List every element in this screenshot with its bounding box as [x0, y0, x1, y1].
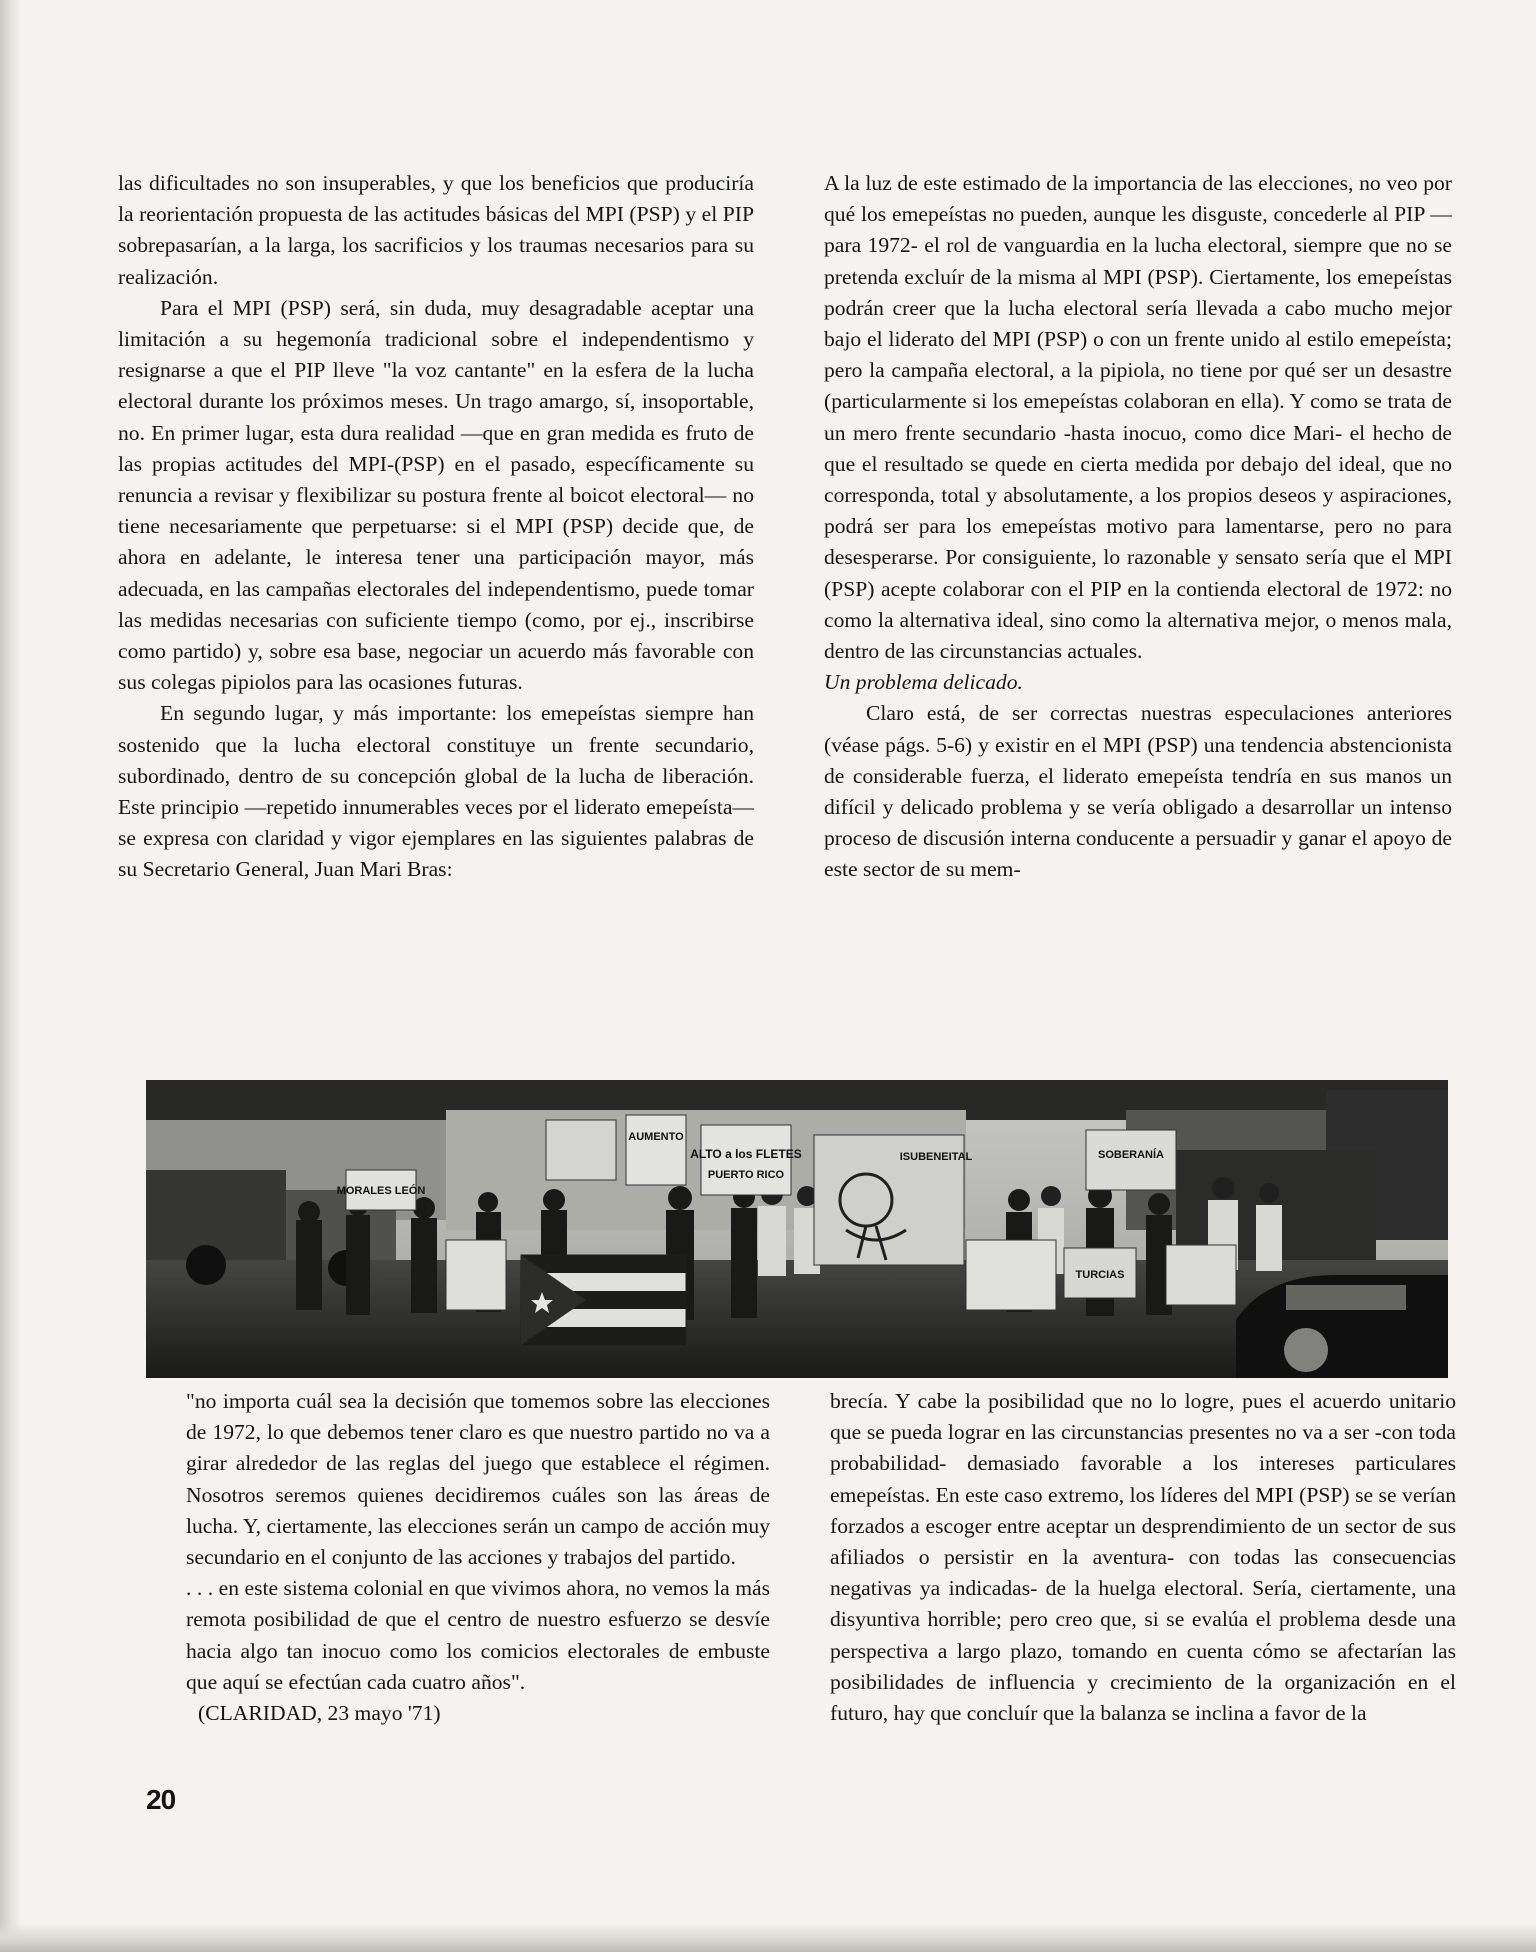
sign-text: PUERTO RICO [707, 1169, 785, 1181]
paragraph: A la luz de este estimado de la importancia de las elecciones, no veo por qué los emepeístas no pueden, aunque les disguste, concederle al PIP — para 1972- el rol de vanguardia en la lucha electoral, siempre que no se pretenda excluír de la misma al MPI (PSP). Ciertamente, los emepeístas podrán creer que la lucha electoral sería llevada a cabo mucho mejor bajo el liderato del MPI (PSP) o con un frente unido al estilo emepeísta; pero la campaña electoral, a la pipiola, no tiene por qué ser un desastre (particularmente si los emepeístas colaboran en ella). Y como se trata de un mero frente secundario -hasta inocuo, como dice Mari- el hecho de que el resultado se quede en cierta medida por debajo del ideal, que no corresponda, total y absolutamente, a los propios deseos y aspiraciones, podrá ser para los emepeístas motivo para lamentarse, pero no para desesperarse. Por consiguiente, lo razonable y sensato sería que el MPI (PSP) acepte colaborar con el PIP en la contienda electoral de 1972: no como la alternativa ideal, sino como la alternativa mejor, o menos mala, dentro de las circunstancias actuales. [824, 171, 1452, 664]
sign-text: SOBERANÍA [1097, 1149, 1165, 1161]
paragraph: En segundo lugar, y más importante: los emepeístas siempre han sostenido que la lucha electoral constituye un frente secundario, subordinado, dentro de su concepción global de la lucha de liberación. Este principio —repetido innumerables veces por el liderato emepeísta— se expresa con claridad y vigor ejemplares en las siguientes palabras de su Secretario General, Juan Mari Bras: [118, 701, 754, 882]
citation: (CLARIDAD, 23 mayo '71) [198, 1701, 441, 1726]
scan-edge-left [0, 0, 22, 1952]
column-top-right [824, 168, 1452, 886]
paragraph: Claro está, de ser correctas nuestras especulaciones anteriores (véase págs. 5-6) y existir en el MPI (PSP) una tendencia abstencionista de considerable fuerza, el liderato emepeísta tendría en sus manos un difícil y delicado problema y se vería obligado a desarrollar un intenso proceso de discusión interna conducente a persuadir y ganar el apoyo de este sector de su mem- [824, 701, 1452, 882]
page-number: 20 [146, 1784, 176, 1815]
quote-paragraph: . . . en este sistema colonial en que vivimos ahora, no vemos la más remota posibilidad de que el centro de nuestro esfuerzo se desvíe hacia algo tan inocuo como los comicios electorales de embuste que aquí se efectúan cada cuatro años". [186, 1576, 770, 1694]
sign-text: MORALES LEÓN [336, 1185, 426, 1197]
sign-text: ALTO a los FLETES [690, 1147, 802, 1161]
sign-text: TURCIAS [1075, 1269, 1125, 1281]
column-bottom-right [830, 1386, 1456, 1729]
paragraph: brecía. Y cabe la posibilidad que no lo logre, pues el acuerdo unitario que se pueda lograr en las circunstancias presentes no va a ser -con toda probabilidad- demasiado favorable a los intereses particulares emepeístas. En este caso extremo, los líderes del MPI (PSP) se se verían forzados a escoger entre aceptar un desprendimiento de un sector de sus afiliados o persistir en la aventura- con todas las consecuencias negativas ya indicadas- de la huelga electoral. Sería, ciertamente, una disyuntiva horrible; pero creo que, si se evalúa el problema desde una perspectiva a largo plazo, tomando en cuenta cómo se afectarían las posibilidades de influencia y crecimiento de la organización en el futuro, hay que concluír que la balanza se inclina a favor de la [830, 1389, 1456, 1726]
subheading: Un problema delicado. [824, 670, 1023, 695]
paragraph: las dificultades no son insuperables, y que los beneficios que produciría la reorientación propuesta de las actitudes básicas del MPI (PSP) y el PIP sobrepasarían, a la larga, los sacrificios y los traumas necesarios para su realización. [118, 171, 754, 289]
scan-edge-bottom [0, 1922, 1536, 1952]
column-bottom-left [186, 1386, 770, 1729]
quote-paragraph: "no importa cuál sea la decisión que tomemos sobre las elecciones de 1972, lo que debemos tener claro es que nuestro partido no va a girar alrededor de las reglas del juego que establece el régimen. Nosotros seremos quienes decidiremos cuáles son las áreas de lucha. Y, ciertamente, las elecciones serán un campo de acción muy secundario en el conjunto de las acciones y trabajos del partido. [186, 1389, 770, 1570]
protest-photo [146, 1080, 1448, 1378]
sign-text: ISUBENEITAL [899, 1151, 973, 1163]
column-top-left [118, 168, 754, 886]
paragraph: Para el MPI (PSP) será, sin duda, muy desagradable aceptar una limitación a su hegemonía tradicional sobre el independentismo y resignarse a que el PIP lleve "la voz cantante" en la esfera de la lucha electoral durante los próximos meses. Un trago amargo, sí, insoportable, no. En primer lugar, esta dura realidad —que en gran medida es fruto de las propias actitudes del MPI-(PSP) en el pasado, específicamente su renuncia a revisar y flexibilizar su postura frente al boicot electoral— no tiene necesariamente que perpetuarse: si el MPI (PSP) decide que, de ahora en adelante, le interesa tener una participación mayor, más adecuada, en las campañas electorales del independentismo, puede tomar las medidas necesarias con suficiente tiempo (como, por ej., inscribirse como partido) y, sobre esa base, negociar un acuerdo más favorable con sus colegas pipiolos para las ocasiones futuras. [118, 295, 754, 695]
sign-text: AUMENTO [628, 1131, 684, 1143]
